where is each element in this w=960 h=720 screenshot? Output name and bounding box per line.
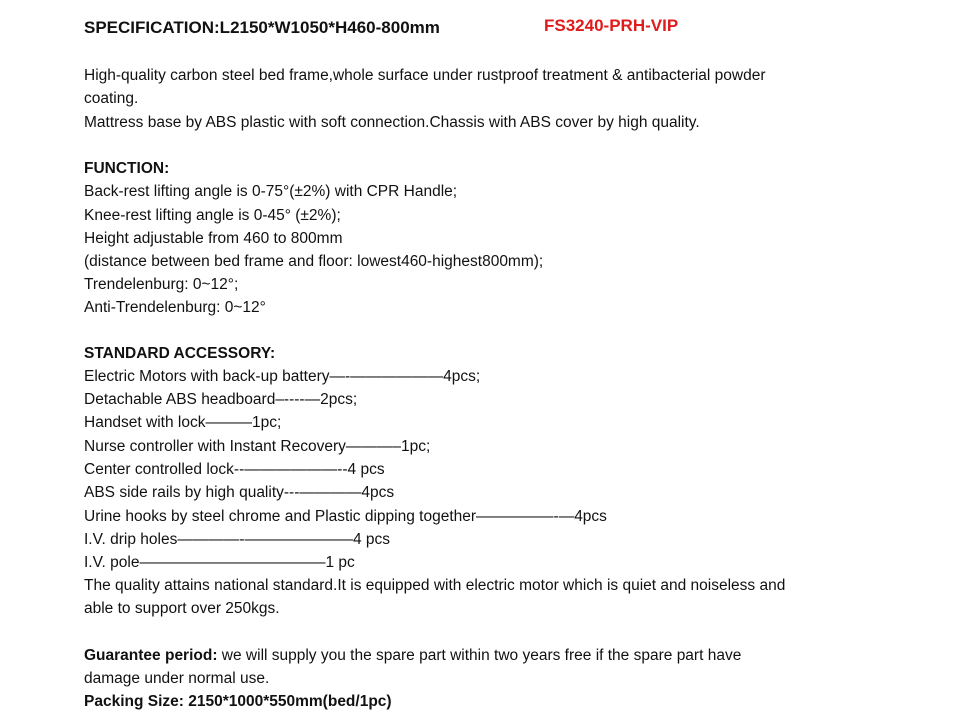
function-item: (distance between bed frame and floor: lowest460-highest800mm);: [84, 253, 544, 270]
accessory-item: I.V. pole————————————1 pc: [84, 554, 355, 571]
accessory-item: Electric Motors with back-up battery—-——————4pcs;: [84, 368, 481, 385]
accessory-item: Handset with lock———1pc;: [84, 414, 282, 431]
guarantee-text: we will supply you the spare part within two years free if the spare part have: [217, 647, 742, 664]
accessory-item: Urine hooks by steel chrome and Plastic dipping together—————-—4pcs: [84, 508, 607, 525]
quality-statement: The quality attains national standard.It is equipped with electric motor which is quiet and noiseless and: [84, 577, 786, 594]
guarantee-line: [84, 647, 741, 665]
accessory-item: I.V. drip holes————-———————4 pcs: [84, 531, 391, 548]
model-number: FS3240-PRH-VIP: [544, 16, 679, 35]
function-heading: FUNCTION:: [84, 160, 170, 177]
accessory-item: Nurse controller with Instant Recovery———–1pc;: [84, 438, 431, 455]
description-line: Mattress base by ABS plastic with soft connection.Chassis with ABS cover by high quality.: [84, 114, 700, 131]
accessory-item: Detachable ABS headboard–----—2pcs;: [84, 391, 358, 408]
function-item: Anti-Trendelenburg: 0~12°: [84, 299, 266, 316]
description-line: High-quality carbon steel bed frame,whole surface under rustproof treatment & antibacterial powder: [84, 67, 766, 84]
function-item: Back-rest lifting angle is 0-75°(±2%) with CPR Handle;: [84, 183, 458, 200]
function-item: Knee-rest lifting angle is 0-45° (±2%);: [84, 207, 341, 224]
accessory-item: ABS side rails by high quality---————4pcs: [84, 484, 395, 501]
quality-statement: able to support over 250kgs.: [84, 600, 280, 617]
description-line: coating.: [84, 90, 139, 107]
accessory-item: Center controlled lock--——————--4 pcs: [84, 461, 385, 478]
accessory-heading: STANDARD ACCESSORY:: [84, 345, 276, 362]
guarantee-label: Guarantee period:: [84, 647, 218, 664]
packing-size: Packing Size: 2150*1000*550mm(bed/1pc): [84, 693, 392, 710]
function-item: Trendelenburg: 0~12°;: [84, 276, 239, 293]
spec-title: SPECIFICATION:L2150*W1050*H460-800mm: [84, 18, 440, 37]
guarantee-text-cont: damage under normal use.: [84, 670, 270, 687]
function-item: Height adjustable from 460 to 800mm: [84, 230, 343, 247]
